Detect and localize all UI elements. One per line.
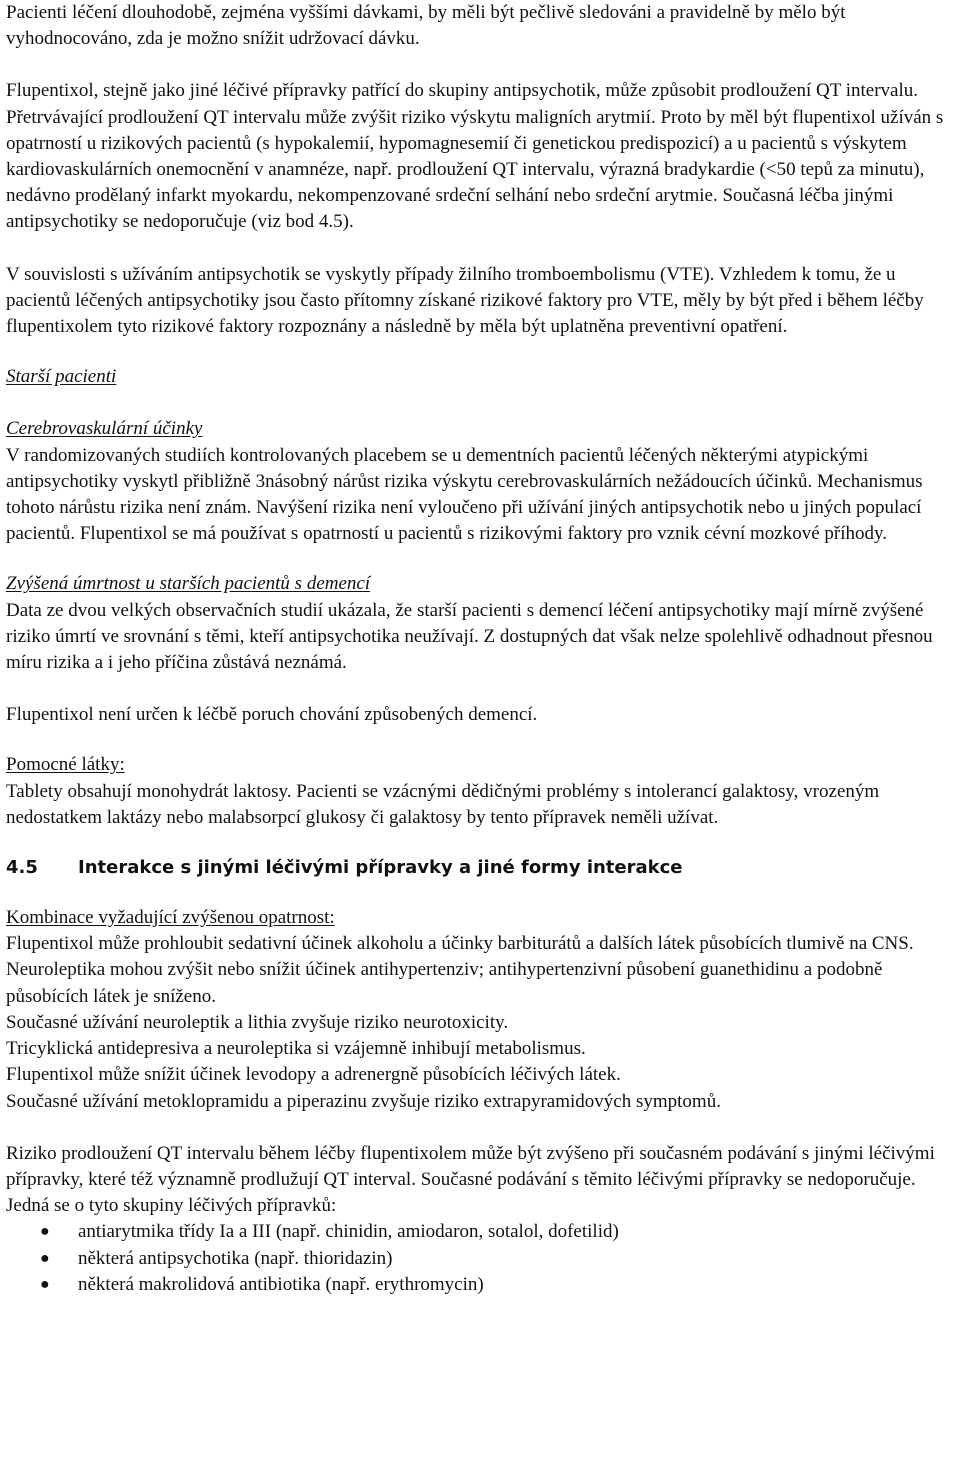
paragraph-excipients: Tablety obsahují monohydrát laktosy. Pacienti se vzácnými dědičnými problémy s intolerancí galaktosy, vrozeným nedostatkem laktázy nebo malabsorpcí glukosy či galaktosy by tento přípravek neměli užívat. xyxy=(6,780,880,828)
paragraph-long-term-monitoring: Pacienti léčení dlouhodobě, zejména vyššími dávkami, by měli být pečlivě sledováni a pravidelně by mělo být vyhodnocováno, zda je možno snížit udržovací dávku. xyxy=(6,2,846,50)
heading-caution-combinations: Kombinace vyžadující zvýšenou opatrnost: xyxy=(6,907,335,929)
list-item xyxy=(6,1219,956,1245)
caution-line: Současné užívání neuroleptik a lithia zvyšuje riziko neurotoxicity. xyxy=(6,1011,509,1033)
document-page xyxy=(6,0,956,1298)
paragraph-vte: V souvislosti s užíváním antipsychotik se vyskytly případy žilního tromboembolismu (VTE). Vzhledem k tomu, že u pacientů léčených antipsychotiky jsou často přítomny získané rizikové faktory pro VTE, měly by být před i během léčby flupentixolem tyto rizikové faktory rozpoznány a následně by měla být uplatněna preventivní opatření. xyxy=(6,263,924,338)
caution-line: Flupentixol může snížit účinek levodopy a adrenergně působících léčivých látek. xyxy=(6,1064,621,1086)
list-item xyxy=(6,1246,956,1272)
list-item-text: některá antipsychotika (např. thioridazin) xyxy=(78,1247,393,1269)
bullet-icon: ● xyxy=(40,1275,50,1293)
heading-cerebrovascular-effects: Cerebrovaskulární účinky xyxy=(6,418,203,440)
section-title: Interakce s jinými léčivými přípravky a jiné formy interakce xyxy=(78,857,683,879)
section-heading-4-5 xyxy=(6,855,956,881)
heading-elderly-patients: Starší pacienti xyxy=(6,366,117,388)
caution-line: Současné užívání metoklopramidu a piperazinu zvyšuje riziko extrapyramidových symptomů. xyxy=(6,1090,721,1112)
bullet-icon: ● xyxy=(40,1249,50,1267)
heading-excipients: Pomocné látky: xyxy=(6,754,125,776)
caution-line: Flupentixol může prohloubit sedativní účinek alkoholu a účinky barbiturátů a dalších látek působících tlumivě na CNS. xyxy=(6,933,914,955)
list-item-text: některá makrolidová antibiotika (např. erythromycin) xyxy=(78,1273,484,1295)
paragraph-cerebrovascular: V randomizovaných studiích kontrolovaných placebem se u dementních pacientů léčených některými atypickými antipsychotiky vyskytl přibližně 3násobný nárůst rizika výskytu cerebrovaskulárních nežádoucích účinků. Mechanismus tohoto nárůstu rizika není znám. Navýšení rizika není vyloučeno při užívání jiných antipsychotik nebo u jiných populací pacientů. Flupentixol se má používat s opatrností u pacientů s rizikovými faktory pro vznik cévní mozkové příhody. xyxy=(6,444,923,545)
section-number: 4.5 xyxy=(6,857,38,879)
paragraph-dementia-note: Flupentixol není určen k léčbě poruch chování způsobených demencí. xyxy=(6,704,538,726)
paragraph-mortality: Data ze dvou velkých observačních studií ukázala, že starší pacienti s demencí léčení antipsychotiky mají mírně zvýšené riziko úmrtí ve srovnání s těmi, kteří antipsychotika neužívají. Z dostupných dat však nelze spolehlivě odhadnout přesnou míru rizika a i jeho příčina zůstává neznámá. xyxy=(6,599,933,674)
caution-line: Tricyklická antidepresiva a neuroleptika si vzájemně inhibují metabolismus. xyxy=(6,1038,586,1060)
bullet-icon: ● xyxy=(40,1223,50,1241)
drug-group-list xyxy=(6,1219,956,1298)
heading-mortality-dementia: Zvýšená úmrtnost u starších pacientů s demencí xyxy=(6,573,371,595)
caution-line: Neuroleptika mohou zvýšit nebo snížit účinek antihypertenziv; antihypertenzivní působení guanethidinu a podobně působících látek je sníženo. xyxy=(6,959,883,1007)
paragraph-qt-prolongation: Flupentixol, stejně jako jiné léčivé přípravky patřící do skupiny antipsychotik, může způsobit prodloužení QT intervalu. Přetrvávající prodloužení QT intervalu může zvýšit riziko výskytu maligních arytmií. Proto by měl být flupentixol užíván s opatrností u rizikových pacientů (s hypokalemií, hypomagnesemií či genetickou predispozicí) a u pacientů s výskytem kardiovaskulárních onemocnění v anamnéze, např. prodloužení QT intervalu, výrazná bradykardie (<50 tepů za minutu), nedávno prodělaný infarkt myokardu, nekompenzované srdeční selhání nebo srdeční arytmie. Současná léčba jinými antipsychotiky se nedoporučuje (viz bod 4.5). xyxy=(6,80,944,233)
list-item xyxy=(6,1272,956,1298)
list-item-text: antiarytmika třídy Ia a III (např. chinidin, amiodaron, sotalol, dofetilid) xyxy=(78,1221,619,1243)
paragraph-qt-risk: Riziko prodloužení QT intervalu během léčby flupentixolem může být zvýšeno při současném podávání s jinými léčivými přípravky, které též významně prodlužují QT interval. Současné podávání s těmito léčivými přípravky se nedoporučuje. Jedná se o tyto skupiny léčivých přípravků: xyxy=(6,1142,935,1217)
